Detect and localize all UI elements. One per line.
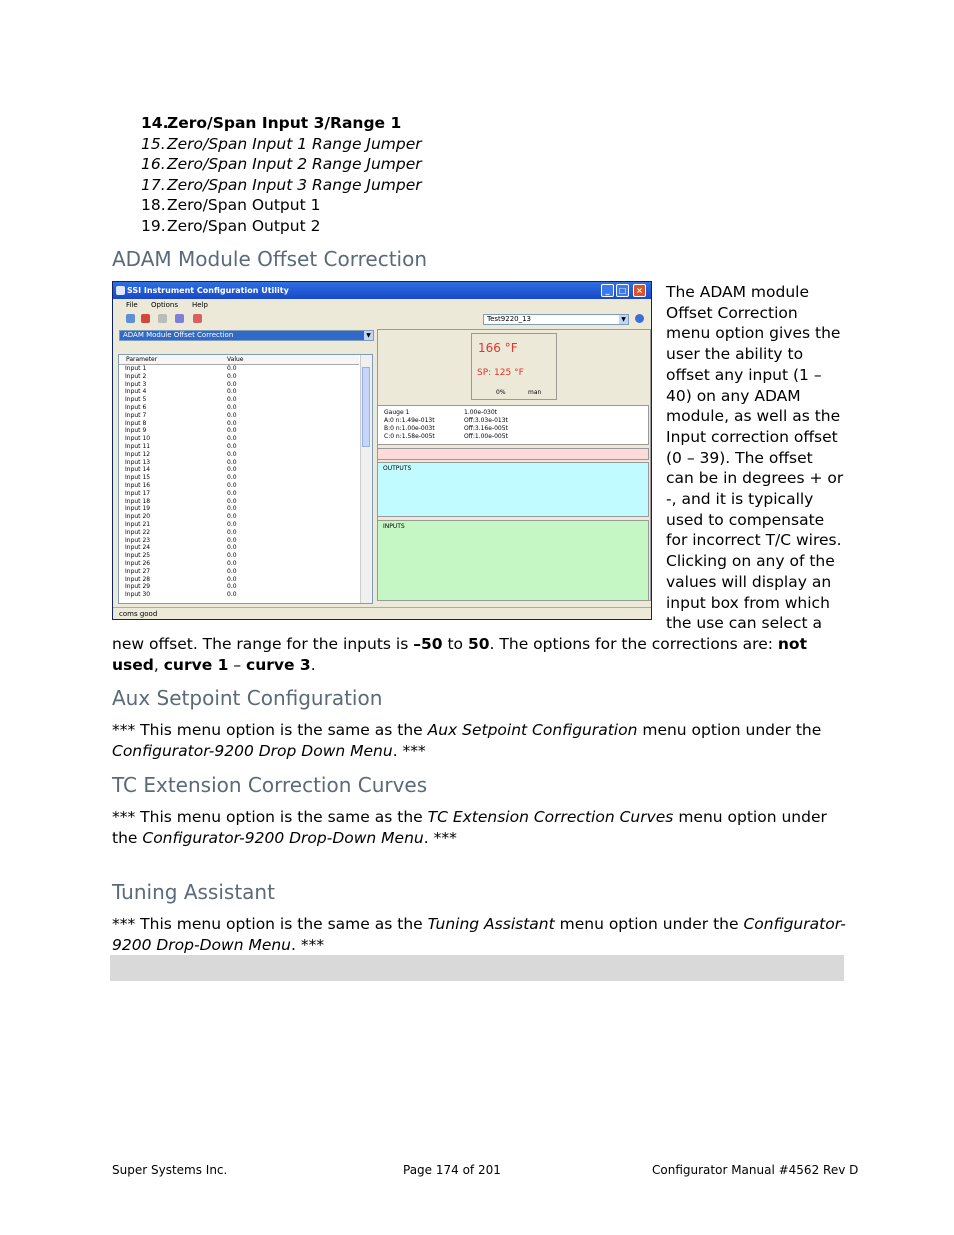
row-value[interactable]: 0.0 <box>227 528 237 536</box>
range-text: new offset. The range for the inputs is <box>112 635 414 653</box>
connect-icon[interactable] <box>126 314 135 323</box>
row-parameter: Input 30 <box>125 591 151 599</box>
footer-company: Super Systems Inc. <box>112 1163 228 1177</box>
row-value[interactable]: 0.0 <box>227 419 237 427</box>
toolbar <box>113 311 651 327</box>
tuning-text-2: menu option under the <box>554 915 744 933</box>
range-max: 50 <box>467 635 490 653</box>
side-text-line: The ADAM module <box>666 283 810 301</box>
footer-page-number: Page 174 of 201 <box>403 1163 501 1177</box>
help-icon[interactable] <box>635 314 644 323</box>
side-text-line: menu option gives the <box>666 324 841 343</box>
list-item-number: 14. <box>141 114 169 132</box>
list-item-text: Zero/Span Input 3 Range Jumper <box>167 175 422 194</box>
list-item <box>141 195 422 216</box>
row-value[interactable]: 0.0 <box>227 442 237 450</box>
row-value[interactable]: 0.0 <box>227 403 237 411</box>
row-parameter: Input 19 <box>125 505 151 513</box>
row-parameter: Input 27 <box>125 567 151 575</box>
tc-text-4: . *** <box>423 828 457 847</box>
maximize-icon[interactable]: □ <box>616 284 629 297</box>
gauge-panel <box>377 405 649 445</box>
window-title: SSI Instrument Configuration Utility <box>127 286 289 295</box>
row-value[interactable]: 0.0 <box>227 520 237 528</box>
setpoint-value[interactable]: SP: 125 °F <box>477 368 524 378</box>
row-parameter: Input 8 <box>125 419 147 427</box>
row-value[interactable]: 0.0 <box>227 474 237 482</box>
row-parameter: Input 2 <box>125 372 147 380</box>
process-value: 166 °F <box>478 341 518 355</box>
heading-tuning-assistant: Tuning Assistant <box>112 880 275 904</box>
output-percent: 0% <box>496 389 506 396</box>
option-curve-3: curve 3 <box>246 655 311 674</box>
row-value[interactable]: 0.0 <box>227 591 237 599</box>
aux-text-2: menu option under the <box>637 721 822 739</box>
list-item <box>141 216 422 237</box>
gauge-label: C:0 n:1.58e-005t <box>384 433 435 440</box>
menu-option-select-value: ADAM Module Offset Correction <box>123 331 234 339</box>
row-parameter: Input 25 <box>125 552 151 560</box>
tc-text-2: menu option under <box>673 808 827 826</box>
close-icon[interactable]: × <box>633 284 646 297</box>
gauge-value: 1.00e-030t <box>464 409 498 416</box>
row-value[interactable]: 0.0 <box>227 396 237 404</box>
side-text-line: can be in degrees + or <box>666 469 844 488</box>
list-item-text: Zero/Span Output 1 <box>167 196 321 215</box>
edit-icon[interactable] <box>193 314 202 323</box>
list-item-text: Zero/Span Input 3/Range 1 <box>167 114 402 132</box>
aux-text-3: . *** <box>392 741 426 760</box>
heading-tc-extension-correction-curves: TC Extension Correction Curves <box>112 773 428 797</box>
side-text-line: module, as well as the <box>666 407 841 426</box>
tuning-paragraph <box>112 914 846 955</box>
list-item <box>141 154 422 175</box>
row-parameter: Input 11 <box>125 442 151 450</box>
side-text-line: for incorrect T/C wires. <box>666 531 842 550</box>
tc-text-1: *** This menu option is the same as the <box>112 808 428 826</box>
side-text-line: 40) on any ADAM <box>666 386 801 405</box>
list-item-number: 16. <box>141 155 166 174</box>
list-item-number: 17. <box>141 175 166 194</box>
list-item <box>141 134 422 155</box>
row-parameter: Input 1 <box>125 365 147 372</box>
window-titlebar <box>113 282 651 299</box>
side-text-line: offset any input (1 – <box>666 365 822 384</box>
row-parameter: Input 13 <box>125 458 151 466</box>
tuning-text-3: . *** <box>291 935 325 954</box>
row-value[interactable]: 0.0 <box>227 567 237 575</box>
side-text-line: used to compensate <box>666 510 825 529</box>
outputs-label: OUTPUTS <box>383 465 412 472</box>
side-text-line: input box from which <box>666 593 830 612</box>
row-parameter: Input 23 <box>125 536 151 544</box>
row-parameter: Input 28 <box>125 575 151 583</box>
period: . <box>310 655 316 674</box>
gauge-value: Off:1.00e-005t <box>464 433 508 440</box>
row-value[interactable]: 0.0 <box>227 435 237 443</box>
row-parameter: Input 4 <box>125 388 147 396</box>
app-icon <box>116 286 125 295</box>
row-parameter: Input 9 <box>125 427 147 435</box>
row-parameter: Input 5 <box>125 396 147 404</box>
list-item-text: Zero/Span Output 2 <box>167 216 321 235</box>
row-parameter: Input 7 <box>125 411 147 419</box>
row-parameter: Input 20 <box>125 513 151 521</box>
menu-option-select[interactable] <box>119 330 374 341</box>
instrument-select[interactable] <box>483 314 629 325</box>
aux-text-1: *** This menu option is the same as the <box>112 721 428 739</box>
row-value[interactable]: 0.0 <box>227 513 237 521</box>
row-parameter: Input 17 <box>125 489 151 497</box>
gauge-label: A:0 n:1.49e-013t <box>384 417 435 424</box>
range-min: –50 <box>413 635 443 653</box>
row-parameter: Input 3 <box>125 380 147 388</box>
options-text: . The options for the corrections are: <box>489 635 778 653</box>
adam-description-continued <box>112 634 852 675</box>
side-text-line: Clicking on any of the <box>666 552 835 571</box>
row-value[interactable]: 0.0 <box>227 536 237 544</box>
row-value[interactable]: 0.0 <box>227 372 237 380</box>
row-value[interactable]: 0.0 <box>227 481 237 489</box>
alarm-bar <box>377 448 649 460</box>
status-text: coms good <box>119 610 158 618</box>
row-value[interactable]: 0.0 <box>227 497 237 505</box>
list-item-number: 18. <box>141 196 166 215</box>
gauge-value: Off:3.03e-013t <box>464 417 508 424</box>
list-item-number: 15. <box>141 134 166 153</box>
list-item-number: 19. <box>141 216 166 235</box>
inputs-panel <box>377 520 649 601</box>
outputs-panel <box>377 462 649 517</box>
list-item-text: Zero/Span Input 2 Range Jumper <box>167 155 422 174</box>
instrument-select-value: Test9220_13 <box>487 315 532 323</box>
side-text-line: Offset Correction <box>666 303 798 322</box>
row-value[interactable]: 0.0 <box>227 450 237 458</box>
table-header <box>119 355 359 365</box>
row-parameter: Input 15 <box>125 474 151 482</box>
tuning-italic-1: Tuning Assistant <box>427 915 555 933</box>
side-text-line: user the ability to <box>666 345 804 364</box>
tc-paragraph <box>112 807 827 848</box>
row-value[interactable]: 0.0 <box>227 427 237 435</box>
menubar <box>113 299 651 311</box>
heading-adam-module-offset-correction: ADAM Module Offset Correction <box>112 247 428 271</box>
row-parameter: Input 22 <box>125 528 151 536</box>
option-not: not <box>777 635 807 653</box>
row-value[interactable]: 0.0 <box>227 380 237 388</box>
row-parameter: Input 18 <box>125 497 151 505</box>
minimize-icon[interactable]: _ <box>601 284 614 297</box>
row-value[interactable]: 0.0 <box>227 559 237 567</box>
loop-display <box>471 333 557 400</box>
menu-help[interactable]: Help <box>192 301 208 309</box>
download-icon[interactable] <box>158 314 167 323</box>
row-parameter: Input 10 <box>125 435 151 443</box>
row-parameter: Input 21 <box>125 520 151 528</box>
mode-label[interactable]: man <box>528 389 542 396</box>
side-text-line: values will display an <box>666 572 832 591</box>
settings-icon[interactable] <box>175 314 184 323</box>
adam-description-side <box>666 282 843 634</box>
aux-paragraph <box>112 720 821 761</box>
row-value[interactable]: 0.0 <box>227 466 237 474</box>
row-parameter: Input 6 <box>125 403 147 411</box>
dash: – <box>228 655 247 674</box>
list-item <box>141 175 422 196</box>
disconnect-icon[interactable] <box>141 314 150 323</box>
inputs-label: INPUTS <box>383 523 405 530</box>
row-parameter: Input 14 <box>125 466 151 474</box>
aux-italic-1: Aux Setpoint Configuration <box>427 721 638 739</box>
tc-text-3: the <box>112 828 143 847</box>
tuning-italic-3: 9200 Drop-Down Menu <box>112 935 291 954</box>
list-item-text: Zero/Span Input 1 Range Jumper <box>167 134 422 153</box>
chevron-down-icon: ▼ <box>619 315 628 324</box>
heading-aux-setpoint-configuration: Aux Setpoint Configuration <box>112 686 383 710</box>
gauge-label: B:0 n:1.00e-003t <box>384 425 435 432</box>
tc-italic-2: Configurator-9200 Drop-Down Menu <box>142 828 424 847</box>
numbered-list <box>141 113 422 237</box>
parameter-table <box>118 354 373 604</box>
tuning-italic-2: Configurator- <box>743 915 846 933</box>
gauge-label: Gauge 1 <box>384 409 410 416</box>
row-value[interactable]: 0.0 <box>227 575 237 583</box>
row-parameter: Input 12 <box>125 450 151 458</box>
row-value[interactable]: 0.0 <box>227 458 237 466</box>
column-header-parameter: Parameter <box>126 356 158 363</box>
row-value[interactable]: 0.0 <box>227 489 237 497</box>
gauge-value: Off:3.16e-005t <box>464 425 508 432</box>
aux-italic-2: Configurator-9200 Drop Down Menu <box>112 741 393 760</box>
list-item <box>141 113 422 134</box>
tc-italic-1: TC Extension Correction Curves <box>427 808 674 826</box>
column-header-value: Value <box>227 356 244 363</box>
scrollbar[interactable] <box>360 355 372 603</box>
menu-file[interactable]: File <box>126 301 138 309</box>
chevron-down-icon: ▼ <box>364 331 373 340</box>
side-text-line: -, and it is typically <box>666 490 814 509</box>
scrollbar-thumb[interactable] <box>362 367 370 447</box>
row-parameter: Input 26 <box>125 559 151 567</box>
side-text-line: Input correction offset <box>666 427 838 446</box>
side-text-line: (0 – 39). The offset <box>666 448 813 467</box>
row-value[interactable]: 0.0 <box>227 552 237 560</box>
row-parameter: Input 24 <box>125 544 151 552</box>
gray-bar <box>110 955 844 981</box>
comma: , <box>153 655 164 674</box>
option-used: used <box>112 655 154 674</box>
side-text-line: the use can select a <box>666 614 822 633</box>
row-value[interactable]: 0.0 <box>227 544 237 552</box>
footer-manual: Configurator Manual #4562 Rev D <box>652 1163 859 1177</box>
app-screenshot <box>112 281 652 620</box>
row-value[interactable]: 0.0 <box>227 505 237 513</box>
row-value[interactable]: 0.0 <box>227 583 237 591</box>
row-parameter: Input 29 <box>125 583 151 591</box>
option-curve-1: curve 1 <box>163 655 229 674</box>
row-value[interactable]: 0.0 <box>227 388 237 396</box>
row-value[interactable]: 0.0 <box>227 365 237 372</box>
tuning-text-1: *** This menu option is the same as the <box>112 915 428 933</box>
range-to: to <box>442 635 468 653</box>
menu-options[interactable]: Options <box>151 301 179 309</box>
row-value[interactable]: 0.0 <box>227 411 237 419</box>
status-bar <box>113 607 651 619</box>
row-parameter: Input 16 <box>125 481 151 489</box>
